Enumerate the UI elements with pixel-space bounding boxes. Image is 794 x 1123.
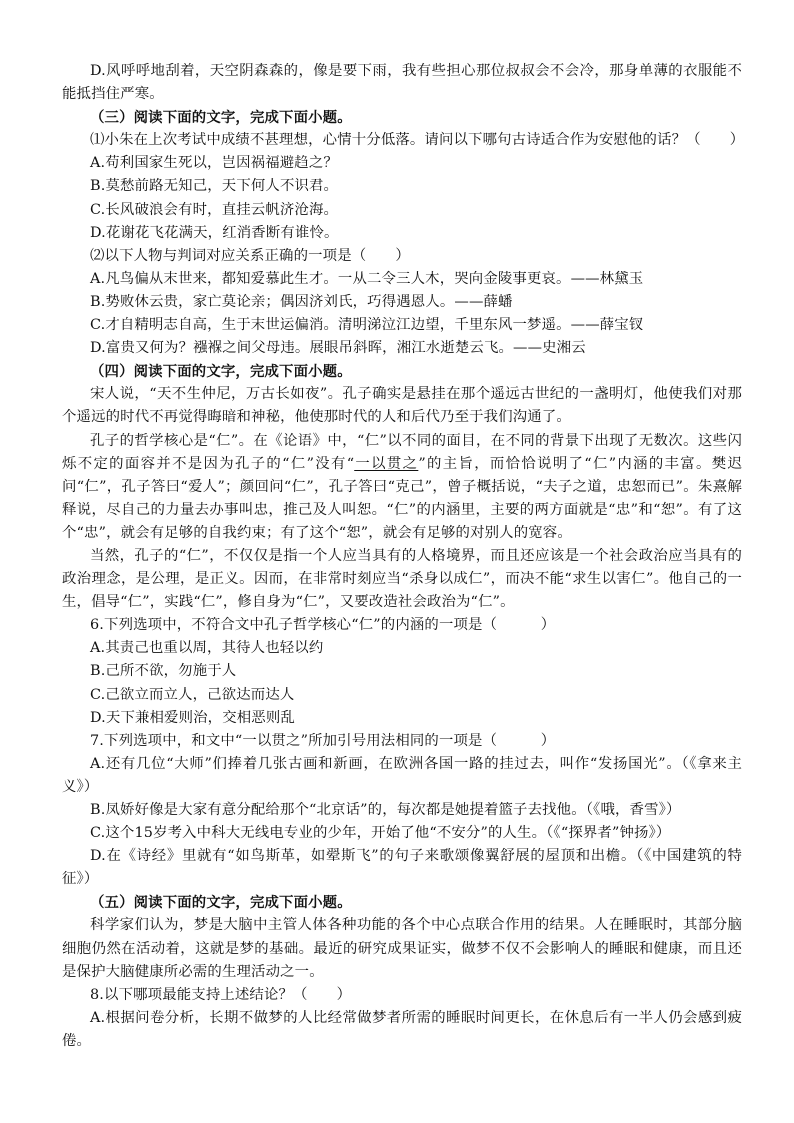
passage-4-para-1: 宋人说，“天不生仲尼，万古长如夜”。孔子确实是悬挂在那个遥远古世纪的一盏明灯，他使我们对那个遥远的时代不再觉得晦暗和神秘，他使那时代的人和后代乃至于我们沟通了。 <box>62 386 742 426</box>
q6-option-d: D.天下兼相爱则治，交相恶则乱 <box>90 709 295 726</box>
q1-option-b: B.莫愁前路无知己，天下何人不识君。 <box>90 178 339 195</box>
q2-option-c: C.才自精明志自高，生于末世运偏消。清明涕泣江边望，千里东风一梦遥。——薛宝钗 <box>90 317 644 334</box>
q7-option-b: B.凤娇好像是大家有意分配给那个“北京话”的，每次都是她提着篮子去找他。（《哦，香雪》） <box>90 802 681 818</box>
exam-page <box>62 60 745 1053</box>
q6-stem: 6.下列选项中，不符合文中孔子哲学核心“仁”的内涵的一项是（ ） <box>90 617 556 634</box>
para-2-text-after: ”的主旨，而恰恰说明了“仁”内涵的丰富。樊迟问“仁”，孔子答曰“爱人”；颜回问“仁”，孔子答曰“克己”，曾子概括说，“夫子之道，忠恕而已”。朱熹解释说，尽自己的力量去办事叫忠，推己及人叫恕。“仁”的内涵里，主要的两方面就是“忠”和“恕”。有了这个“忠”，就会有足够的自我约束；有了这个“恕”，就会有足够的对别人的宽容。 <box>62 455 743 541</box>
q6-option-c: C.己欲立而立人，己欲达而达人 <box>90 686 295 703</box>
q1-stem: ⑴小朱在上次考试中成绩不甚理想，心情十分低落。请问以下哪句古诗适合作为安慰他的话？（ ） <box>90 132 745 149</box>
section-5-heading: （五）阅读下面的文字，完成下面小题。 <box>90 894 352 912</box>
q7-option-d: D.在《诗经》里就有“如鸟斯革，如翚斯飞”的句子来歌颂像翼舒展的屋顶和出檐。（《中国建筑的特征》） <box>62 848 742 888</box>
q7-stem: 7.下列选项中，和文中“一以贯之”所加引号用法相同的一项是（ ） <box>90 732 556 749</box>
q2-option-d: D.富贵又何为？襁褓之间父母违。展眼吊斜晖，湘江水逝楚云飞。——史湘云 <box>90 340 586 357</box>
underlined-phrase: 一以贯之 <box>354 455 419 472</box>
section-3-heading: （三）阅读下面的文字，完成下面小题。 <box>90 109 352 127</box>
q7-option-a: A.还有几位“大师”们捧着几张古画和新画，在欧洲各国一路的挂过去，叫作“发扬国光”。（《拿来主义》） <box>62 755 742 795</box>
passage-5-para-1: 科学家们认为，梦是大脑中主管人体各种功能的各个中心点联合作用的结果。人在睡眠时，其部分脑细胞仍然在活动着，这就是梦的基础。最近的研究成果证实，做梦不仅不会影响人的睡眠和健康，而且还是保护大脑健康所必需的生理活动之一。 <box>62 917 742 980</box>
q2-option-a: A.凡鸟偏从末世来，都知爱慕此生才。一从二令三人木，哭向金陵事更哀。——林黛玉 <box>90 270 644 287</box>
q2-stem: ⑵以下人物与判词对应关系正确的一项是（ ） <box>90 247 410 264</box>
q1-option-a: A.苟利国家生死以，岂因祸福避趋之？ <box>90 155 338 172</box>
section-4-heading: （四）阅读下面的文字，完成下面小题。 <box>90 363 352 381</box>
passage-4-para-2 <box>62 430 742 545</box>
q1-option-c: C.长风破浪会有时，直挂云帆济沧海。 <box>90 201 339 218</box>
q8-option-a: A.根据问卷分析，长期不做梦的人比经常做梦者所需的睡眠时间更长，在休息后有一半人仍会感到疲倦。 <box>62 1009 742 1049</box>
passage-4-para-3: 当然，孔子的“仁”，不仅仅是指一个人应当具有的人格境界，而且还应该是一个社会政治应当具有的政治理念，是公理，是正义。因而，在非常时刻应当“杀身以成仁”，而决不能“求生以害仁”。他自己的一生，倡导“仁”，实践“仁”，修自身为“仁”，又要改造社会政治为“仁”。 <box>62 547 742 611</box>
q6-option-a: A.其责己也重以周，其待人也轻以约 <box>90 640 324 657</box>
q2-option-b: B.势败休云贵，家亡莫论亲；偶因济刘氏，巧得遇恩人。——薛蟠 <box>90 293 513 310</box>
q8-stem: 8.以下哪项最能支持上述结论？（ ） <box>90 986 352 1003</box>
q-d-option: D.风呼呼地刮着，天空阴森森的，像是要下雨，我有些担心那位叔叔会不会冷，那身单薄的衣服能不能抵挡住严寒。 <box>62 63 742 103</box>
q7-option-c: C.这个15岁考入中科大无线电专业的少年，开始了他“不安分”的人生。（《“探界者”钟扬》） <box>90 825 671 842</box>
q1-option-d: D.花谢花飞花满天，红消香断有谁怜。 <box>90 224 339 241</box>
para-2-text-before: 孔子的哲学核心是“仁”。在《论语》中，“仁”以不同的面目，在不同的背景下出现了无数次。这些闪烁不定的面容并不是因为孔子的“仁”没有“ <box>62 432 742 472</box>
q6-option-b: B.己所不欲，勿施于人 <box>90 663 237 680</box>
